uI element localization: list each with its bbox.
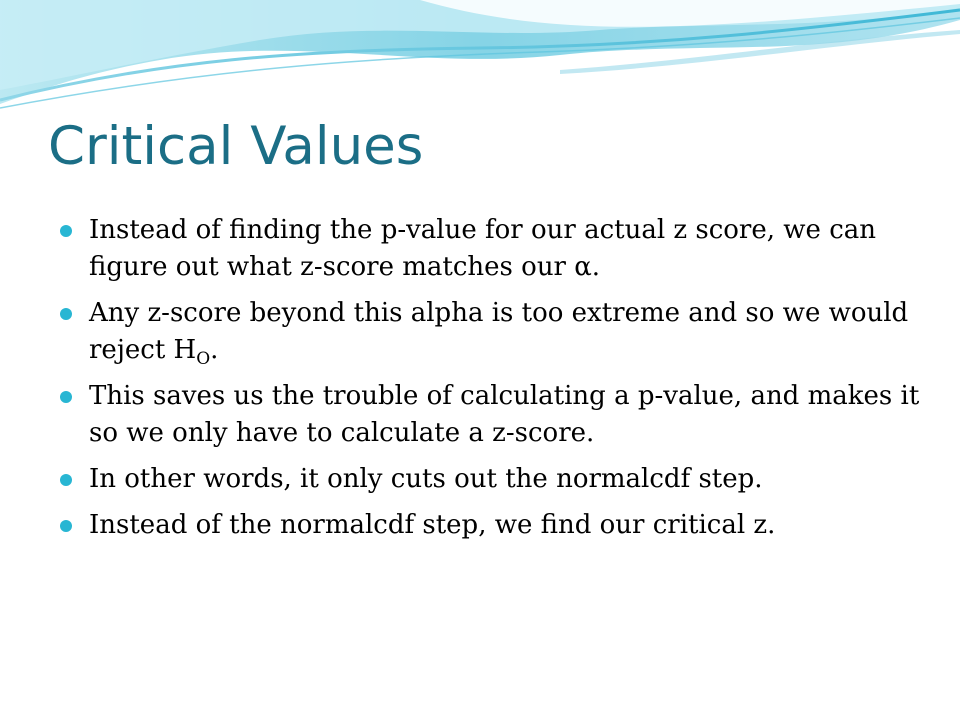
decorative-wave-header (0, 0, 960, 120)
bullet-dot-icon (60, 308, 72, 320)
bullet-item (60, 461, 920, 498)
bullet-dot-icon (60, 391, 72, 403)
bullet-item (60, 212, 920, 286)
bullet-text: This saves us the trouble of calculating a p-value, and makes it so we only have to calculate a z-score. (89, 381, 920, 448)
bullet-dot-icon (60, 520, 72, 532)
bullet-text: Instead of finding the p-value for our actual z score, we can figure out what z-score matches our α. (89, 215, 876, 282)
bullet-dot-icon (60, 225, 72, 237)
bullet-text: In other words, it only cuts out the normalcdf step. (89, 464, 763, 494)
bullet-text: Instead of the normalcdf step, we find our critical z. (89, 510, 776, 540)
bullet-item (60, 378, 920, 452)
bullet-item (60, 507, 920, 544)
slide-title: Critical Values (48, 116, 424, 177)
bullet-item (60, 295, 920, 369)
subscript: O (196, 349, 211, 369)
bullet-list (60, 212, 920, 553)
bullet-dot-icon (60, 474, 72, 486)
bullet-text: Any z-score beyond this alpha is too extreme and so we would reject H (89, 298, 909, 365)
bullet-text-end: . (210, 335, 219, 365)
